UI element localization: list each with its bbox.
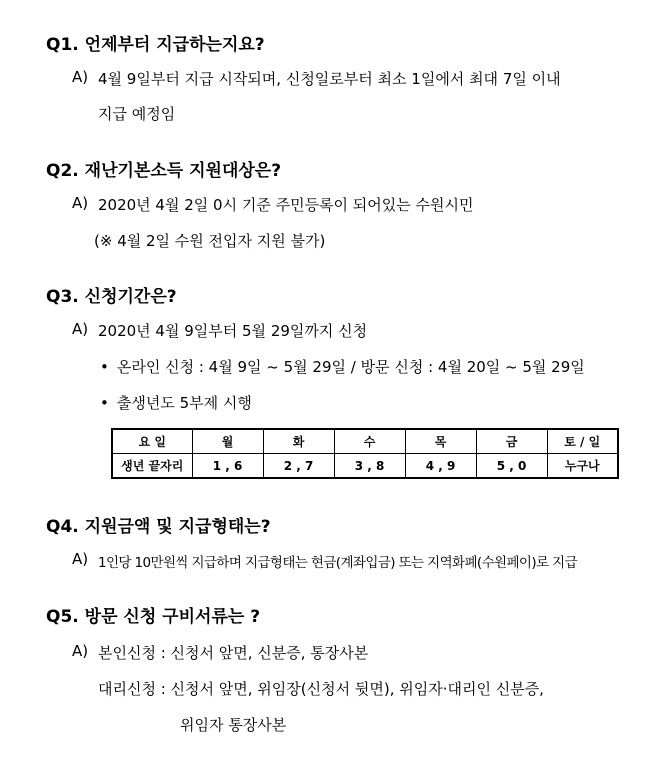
q2-answer-line-2: (※ 4월 2일 수원 전입자 지원 불가) [94,232,326,250]
table-header-cell: 금 [476,429,547,454]
table-header-cell: 목 [405,429,476,454]
q3-bullet-2: • 출생년도 5부제 시행 [100,392,252,413]
table-cell: 2 , 7 [263,454,334,479]
q4-answer-label: A) [72,550,89,568]
table-header-cell: 월 [192,429,263,454]
table-header-cell: 수 [334,429,405,454]
q1-question: Q1. 언제부터 지급하는지요? [46,35,265,55]
table-cell: 5 , 0 [476,454,547,479]
q1-answer-line-2: 지급 예정임 [98,105,176,123]
table-cell: 1 , 6 [192,454,263,479]
q1-answer-label: A) [72,68,89,86]
table-row [112,454,618,479]
q3-bullet-1: • 온라인 신청 : 4월 9일 ~ 5월 29일 / 방문 신청 : 4월 20일 ~ 5월 29일 [100,356,585,377]
table-header-cell: 화 [263,429,334,454]
table-cell: 4 , 9 [405,454,476,479]
table-cell: 누구나 [547,454,618,479]
table-header-cell: 토 / 일 [547,429,618,454]
q2-answer-line-1: 2020년 4월 2일 0시 기준 주민등록이 되어있는 수원시민 [98,196,474,214]
q2-question: Q2. 재난기본소득 지원대상은? [46,161,282,181]
q5-answer-line-2: 대리신청 : 신청서 앞면, 위임장(신청서 뒷면), 위임자·대리인 신분증, [98,680,544,698]
q5-question: Q5. 방문 신청 구비서류는 ? [46,607,261,627]
q5-answer-line-1: 본인신청 : 신청서 앞면, 신분증, 통장사본 [98,644,369,662]
q3-answer-label: A) [72,320,89,338]
q4-question: Q4. 지원금액 및 지급형태는? [46,517,271,537]
birth-year-schedule-table [111,428,619,479]
q5-answer-line-3: 위임자 통장사본 [180,716,287,734]
q3-answer-line-1: 2020년 4월 9일부터 5월 29일까지 신청 [98,322,368,340]
table-header-cell: 요 일 [112,429,192,454]
q4-answer-line-1: 1인당 10만원씩 지급하며 지급형태는 현금(계좌입금) 또는 지역화폐(수원페이)로 지급 [98,555,578,571]
table-cell: 3 , 8 [334,454,405,479]
q2-answer-label: A) [72,194,89,212]
q3-question: Q3. 신청기간은? [46,287,177,307]
table-header-row [112,429,618,454]
q1-answer-line-1: 4월 9일부터 지급 시작되며, 신청일로부터 최소 1일에서 최대 7일 이내 [98,70,561,88]
q5-answer-label: A) [72,642,89,660]
table-cell: 생년 끝자리 [112,454,192,479]
